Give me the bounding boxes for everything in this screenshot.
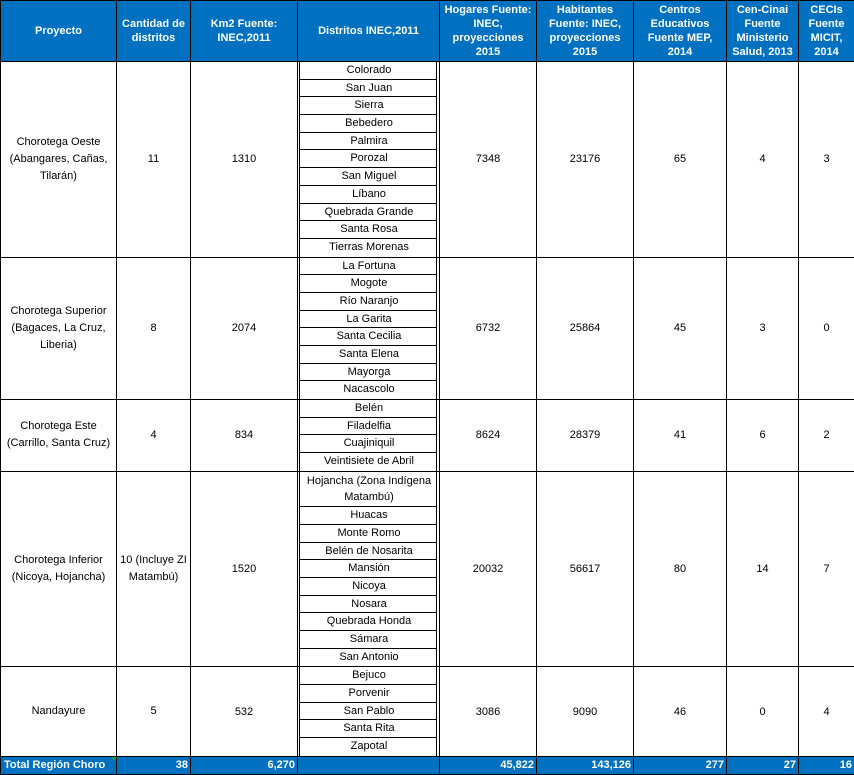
distrito-item: San Antonio [300, 649, 436, 667]
table-row [1, 62, 854, 258]
cell-cantidad: 8 [117, 257, 191, 400]
cell-hogares: 7348 [440, 62, 537, 258]
cell-centros: 80 [634, 471, 727, 667]
cell-cecis: 4 [799, 667, 854, 756]
total-habitantes: 143,126 [537, 756, 634, 774]
distritos-list [299, 258, 437, 400]
cell-cecis: 3 [799, 62, 854, 258]
header-cecis: CECIs Fuente MICIT, 2014 [799, 1, 854, 62]
distritos-list [299, 667, 437, 755]
cell-km2: 1520 [191, 471, 298, 667]
distrito-item: Santa Cecilia [300, 328, 436, 346]
distrito-item: San Pablo [300, 703, 436, 721]
distrito-item: Zapotal [300, 738, 436, 756]
total-cecis: 16 [799, 756, 854, 774]
distrito-item: Porvenir [300, 685, 436, 703]
cell-centros: 45 [634, 257, 727, 400]
distrito-item: La Garita [300, 311, 436, 329]
distrito-item: Río Naranjo [300, 293, 436, 311]
cell-cantidad: 4 [117, 400, 191, 472]
total-centros: 277 [634, 756, 727, 774]
distritos-cell [298, 400, 440, 472]
distrito-item: Tierras Morenas [300, 239, 436, 257]
cell-km2: 1310 [191, 62, 298, 258]
cell-km2: 834 [191, 400, 298, 472]
cell-cencinai: 0 [727, 667, 799, 756]
distrito-item: Nosara [300, 596, 436, 614]
cell-habitantes: 9090 [537, 667, 634, 756]
cell-cantidad: 5 [117, 667, 191, 756]
distrito-item: Filadelfia [300, 418, 436, 436]
cell-centros: 41 [634, 400, 727, 472]
distrito-item: Mayorga [300, 364, 436, 382]
header-habitantes: Habitantes Fuente: INEC, proyecciones 2015 [537, 1, 634, 62]
distrito-item: Palmira [300, 133, 436, 151]
cell-habitantes: 25864 [537, 257, 634, 400]
distrito-item: Santa Rita [300, 720, 436, 738]
cell-km2: 2074 [191, 257, 298, 400]
distrito-item: Porozal [300, 150, 436, 168]
distrito-item: Colorado [300, 62, 436, 80]
total-label: Total Región Choro [1, 756, 117, 774]
cell-cencinai: 14 [727, 471, 799, 667]
distrito-item: Bebedero [300, 115, 436, 133]
total-cantidad: 38 [117, 756, 191, 774]
cell-hogares: 8624 [440, 400, 537, 472]
header-row [1, 1, 854, 62]
cell-cecis: 0 [799, 257, 854, 400]
cell-habitantes: 28379 [537, 400, 634, 472]
cell-proyecto: Chorotega Este (Carrillo, Santa Cruz) [1, 400, 117, 472]
total-km2: 6,270 [191, 756, 298, 774]
distrito-item: Bejuco [300, 667, 436, 685]
distrito-item: Veintisiete de Abril [300, 453, 436, 471]
header-distritos: Distritos INEC,2011 [298, 1, 440, 62]
cell-centros: 46 [634, 667, 727, 756]
total-row [1, 756, 854, 774]
header-km2: Km2 Fuente: INEC,2011 [191, 1, 298, 62]
cell-habitantes: 56617 [537, 471, 634, 667]
distritos-cell [298, 62, 440, 258]
distritos-list [299, 400, 437, 471]
cell-proyecto: Nandayure [1, 667, 117, 756]
distrito-item: Mansión [300, 560, 436, 578]
distrito-item: Belén [300, 400, 436, 418]
total-cencinai: 27 [727, 756, 799, 774]
distrito-item: Huacas [300, 507, 436, 525]
cell-cantidad: 10 (Incluye ZI Matambú) [117, 471, 191, 667]
cell-cecis: 2 [799, 400, 854, 472]
cell-cecis: 7 [799, 471, 854, 667]
cell-hogares: 20032 [440, 471, 537, 667]
distrito-item: San Miguel [300, 168, 436, 186]
distrito-item: Santa Rosa [300, 221, 436, 239]
header-proyecto: Proyecto [1, 1, 117, 62]
cell-proyecto: Chorotega Oeste (Abangares, Cañas, Tilarán) [1, 62, 117, 258]
table-row [1, 471, 854, 667]
distrito-item: Nacascolo [300, 381, 436, 399]
distrito-item: Quebrada Grande [300, 204, 436, 222]
distrito-item: Mogote [300, 275, 436, 293]
distrito-item: San Juan [300, 80, 436, 98]
cell-habitantes: 23176 [537, 62, 634, 258]
distrito-item: Belén de Nosarita [300, 543, 436, 561]
cell-km2: 532 [191, 667, 298, 756]
total-distritos [298, 756, 440, 774]
distrito-item: Sierra [300, 97, 436, 115]
cell-cencinai: 3 [727, 257, 799, 400]
cell-cencinai: 4 [727, 62, 799, 258]
table-row [1, 257, 854, 400]
header-hogares: Hogares Fuente: INEC, proyecciones 2015 [440, 1, 537, 62]
cell-hogares: 6732 [440, 257, 537, 400]
distrito-item: Líbano [300, 186, 436, 204]
header-centros: Centros Educativos Fuente MEP, 2014 [634, 1, 727, 62]
cell-centros: 65 [634, 62, 727, 258]
cell-proyecto: Chorotega Inferior (Nicoya, Hojancha) [1, 471, 117, 667]
cell-hogares: 3086 [440, 667, 537, 756]
cell-cantidad: 11 [117, 62, 191, 258]
distrito-item: Quebrada Honda [300, 613, 436, 631]
distritos-list [299, 472, 437, 667]
distritos-list [299, 62, 437, 257]
table-row [1, 400, 854, 472]
header-cencinai: Cen-Cinai Fuente Ministerio Salud, 2013 [727, 1, 799, 62]
header-cantidad: Cantidad de distritos [117, 1, 191, 62]
cell-proyecto: Chorotega Superior (Bagaces, La Cruz, Liberia) [1, 257, 117, 400]
distritos-cell [298, 471, 440, 667]
distrito-item: Monte Romo [300, 525, 436, 543]
distrito-item: Cuajiniquil [300, 435, 436, 453]
distrito-item: La Fortuna [300, 258, 436, 276]
distrito-item: Santa Elena [300, 346, 436, 364]
distrito-item: Sámara [300, 631, 436, 649]
distrito-item: Nicoya [300, 578, 436, 596]
distrito-item: Hojancha (Zona Indígena Matambú) [300, 472, 436, 507]
table-row [1, 667, 854, 756]
distritos-cell [298, 667, 440, 756]
total-hogares: 45,822 [440, 756, 537, 774]
distritos-cell [298, 257, 440, 400]
cell-cencinai: 6 [727, 400, 799, 472]
